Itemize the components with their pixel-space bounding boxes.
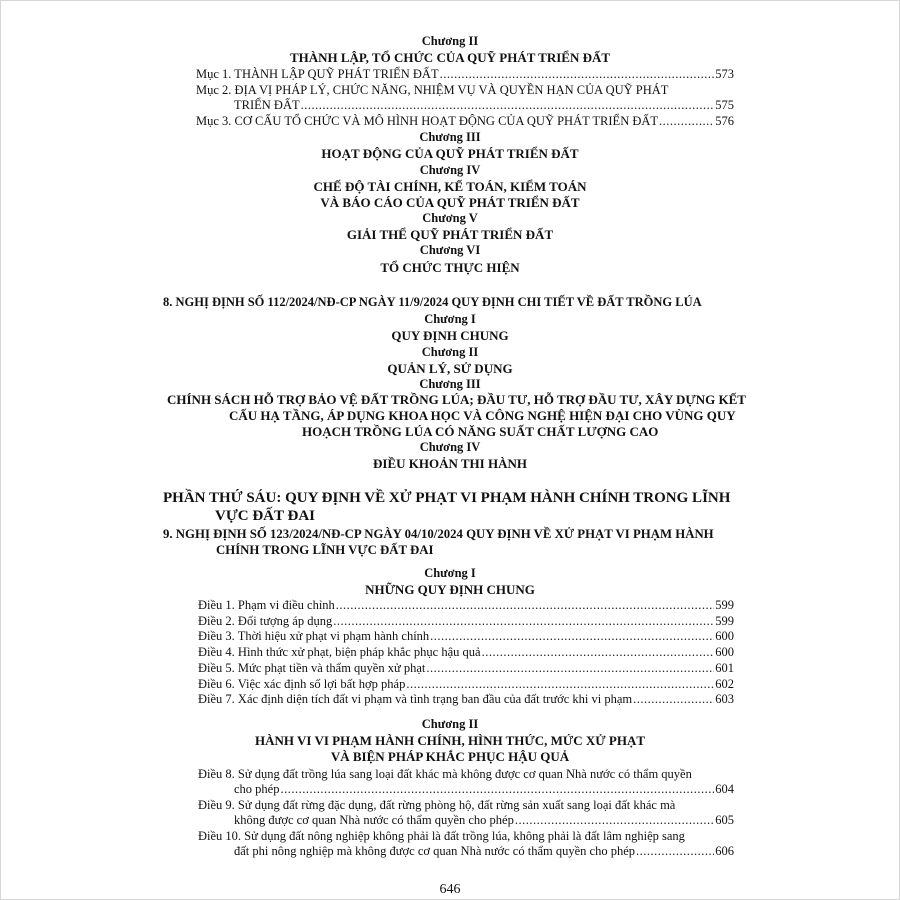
chapter-label: Chương IV: [419, 163, 481, 177]
dot-leader: [636, 844, 714, 859]
toc-entry[interactable]: [198, 614, 734, 629]
chapter-label: Chương II: [421, 34, 479, 48]
chapter-label: Chương I: [424, 566, 476, 580]
toc-entry-text: không được cơ quan Nhà nước có thẩm quyền cho phép: [234, 813, 514, 827]
toc-page-number: 601: [715, 660, 734, 675]
chapter-title: HÀNH VI VI PHẠM HÀNH CHÍNH, HÌNH THỨC, MỨC XỬ PHẠT: [255, 733, 645, 748]
toc-page-number: 604: [715, 782, 734, 796]
toc-entry-text: Điều 8. Sử dụng đất trồng lúa sang loại đất khác mà không được cơ quan Nhà nước có thẩm quyền: [198, 767, 692, 781]
toc-entry-text: Điều 1. Phạm vi điều chỉnh: [198, 598, 335, 612]
chapter-label: Chương V: [422, 211, 478, 225]
toc-entry[interactable]: [196, 67, 734, 82]
dot-leader: [482, 645, 715, 660]
toc-page-number: 576: [715, 114, 734, 128]
chapter-title: TỔ CHỨC THỰC HIỆN: [380, 260, 520, 275]
toc-page-number: 599: [715, 598, 734, 612]
toc-page-number: 599: [715, 613, 734, 628]
toc-entry[interactable]: [198, 645, 734, 660]
chapter-label: Chương II: [421, 717, 479, 731]
toc-page-number: 602: [715, 676, 734, 691]
toc-entry[interactable]: [198, 661, 734, 676]
dot-leader: [430, 629, 714, 644]
toc-entry-text: Mục 1. THÀNH LẬP QUỸ PHÁT TRIỂN ĐẤT: [196, 67, 439, 81]
toc-entry-text: Điều 6. Việc xác định số lợi bất hợp pháp: [198, 676, 406, 691]
toc-entry-text: Điều 9. Sử dụng đất rừng đặc dụng, đất rừng phòng hộ, đất rừng sản xuất sang loại đất khác mà: [198, 798, 676, 812]
toc-page-number: 603: [715, 692, 734, 707]
decree-heading: 8. NGHỊ ĐỊNH SỐ 112/2024/NĐ-CP NGÀY 11/9/2024 QUY ĐỊNH CHI TIẾT VỀ ĐẤT TRỒNG LÚA: [163, 295, 702, 309]
chapter-title: THÀNH LẬP, TỔ CHỨC CỦA QUỸ PHÁT TRIỂN ĐẤT: [289, 50, 611, 65]
dot-leader: [440, 67, 715, 82]
toc-entry-text: Điều 5. Mức phạt tiền và thẩm quyền xử phạt: [198, 660, 426, 675]
toc-entry[interactable]: [196, 114, 734, 129]
chapter-label: Chương II: [421, 345, 479, 359]
toc-entry-text: Điều 2. Đối tượng áp dụng: [198, 613, 333, 628]
chapter-title: QUẢN LÝ, SỬ DỤNG: [387, 361, 513, 376]
toc-page-number: 606: [715, 844, 734, 858]
dot-leader: [406, 677, 714, 692]
chapter-title: HOẠCH TRỒNG LÚA CÓ NĂNG SUẤT CHẤT LƯỢNG CAO: [302, 424, 659, 439]
toc-entry-text: Điều 10. Sử dụng đất nông nghiệp không phải là đất trồng lúa, không phải là đất lâm nghiệp sang: [198, 829, 685, 843]
toc-entry-text: Điều 7. Xác định diện tích đất vi phạm và tình trạng ban đầu của đất trước khi vi phạm: [198, 692, 633, 707]
toc-page-number: 600: [715, 645, 734, 660]
chapter-title: CHẾ ĐỘ TÀI CHÍNH, KẾ TOÁN, KIỂM TOÁN: [313, 179, 587, 194]
toc-entry-text: TRIỂN ĐẤT: [234, 98, 300, 112]
chapter-title: VÀ BÁO CÁO CỦA QUỸ PHÁT TRIỂN ĐẤT: [320, 195, 580, 210]
toc-entry-text: Điều 3. Thời hiệu xử phạt vi phạm hành chính: [198, 629, 430, 644]
part-heading: VỰC ĐẤT ĐAI: [215, 508, 316, 524]
chapter-title: QUY ĐỊNH CHUNG: [391, 328, 509, 343]
toc-entry[interactable]: [234, 98, 734, 113]
dot-leader: [515, 813, 714, 828]
part-heading: PHẦN THỨ SÁU: QUY ĐỊNH VỀ XỬ PHẠT VI PHẠM HÀNH CHÍNH TRONG LĨNH: [163, 490, 731, 506]
toc-page-number: 575: [715, 98, 734, 112]
page-number: 646: [439, 882, 461, 897]
toc-entry-text: Điều 4. Hình thức xử phạt, biện pháp khắc phục hậu quả: [198, 645, 481, 660]
chapter-title: NHỮNG QUY ĐỊNH CHUNG: [365, 582, 535, 597]
chapter-title: CHÍNH SÁCH HỖ TRỢ BẢO VỆ ĐẤT TRỒNG LÚA; ĐẦU TƯ, HỖ TRỢ ĐẦU TƯ, XÂY DỰNG KẾT: [167, 392, 746, 407]
toc-entry-text: đất phi nông nghiệp mà không được cơ quan Nhà nước có thẩm quyền cho phép: [234, 844, 635, 858]
dot-leader: [301, 98, 715, 113]
decree-heading: 9. NGHỊ ĐỊNH SỐ 123/2024/NĐ-CP NGÀY 04/10/2024 QUY ĐỊNH VỀ XỬ PHẠT VI PHẠM HÀNH: [163, 527, 714, 541]
toc-page-number: 600: [715, 629, 734, 644]
toc-page-number: 605: [715, 813, 734, 827]
decree-heading: CHÍNH TRONG LĨNH VỰC ĐẤT ĐAI: [216, 543, 434, 557]
chapter-label: Chương VI: [419, 243, 481, 257]
chapter-title: ĐIỀU KHOẢN THI HÀNH: [373, 456, 527, 471]
toc-entry[interactable]: [234, 782, 734, 797]
dot-leader: [333, 614, 714, 629]
chapter-title: HOẠT ĐỘNG CỦA QUỸ PHÁT TRIỂN ĐẤT: [321, 146, 579, 161]
toc-entry[interactable]: [234, 844, 734, 859]
dot-leader: [280, 782, 714, 797]
toc-entry-text: Mục 2. ĐỊA VỊ PHÁP LÝ, CHỨC NĂNG, NHIỆM VỤ VÀ QUYỀN HẠN CỦA QUỸ PHÁT: [196, 83, 669, 97]
toc-entry[interactable]: [198, 677, 734, 692]
chapter-title: VÀ BIỆN PHÁP KHẮC PHỤC HẬU QUẢ: [330, 749, 570, 764]
toc-entry[interactable]: [198, 692, 734, 707]
chapter-label: Chương III: [419, 130, 481, 144]
toc-entry[interactable]: [198, 598, 734, 613]
toc-entry-text: Mục 3. CƠ CẤU TỔ CHỨC VÀ MÔ HÌNH HOẠT ĐỘNG CỦA QUỸ PHÁT TRIỂN ĐẤT: [196, 114, 659, 128]
chapter-label: Chương III: [419, 377, 481, 391]
toc-entry[interactable]: [198, 629, 734, 644]
chapter-title: GIẢI THỂ QUỸ PHÁT TRIỂN ĐẤT: [346, 227, 554, 242]
toc-entry[interactable]: [234, 813, 734, 828]
dot-leader: [633, 692, 714, 707]
chapter-title: CẤU HẠ TẦNG, ÁP DỤNG KHOA HỌC VÀ CÔNG NGHỆ HIỆN ĐẠI CHO VÙNG QUY: [229, 408, 736, 423]
chapter-label: Chương I: [424, 312, 476, 326]
toc-page-number: 573: [715, 67, 734, 81]
toc-entry-text: cho phép: [234, 782, 280, 796]
dot-leader: [426, 661, 714, 676]
dot-leader: [336, 598, 714, 613]
chapter-label: Chương IV: [419, 440, 481, 454]
dot-leader: [659, 114, 714, 129]
